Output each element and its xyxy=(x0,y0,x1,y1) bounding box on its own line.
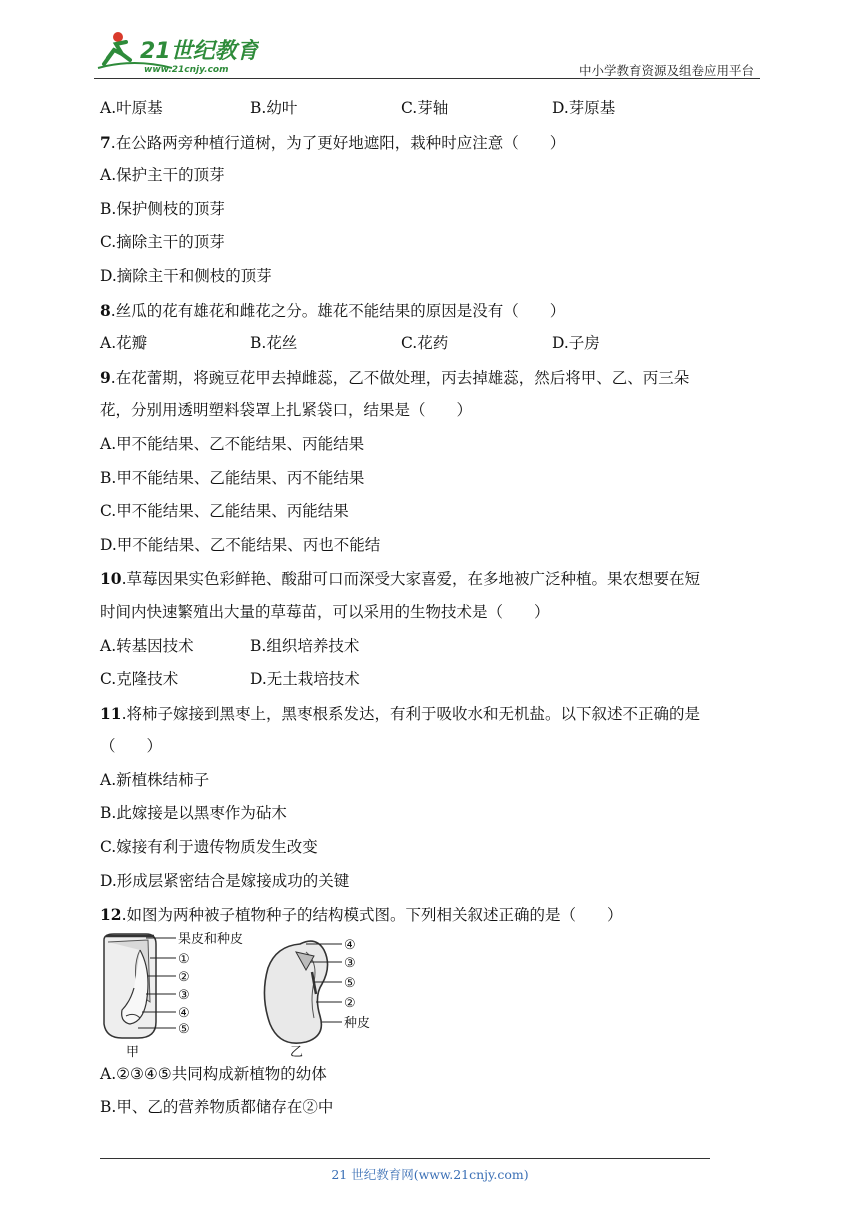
q10-stem-cont: 时间内快速繁殖出大量的草莓苗，可以采用的生物技术是（ ） xyxy=(100,602,550,621)
label-2: ② xyxy=(178,969,190,985)
option: D.形成层紧密结合是嫁接成功的关键 xyxy=(100,871,350,890)
option: C.摘除主干的顶芽 xyxy=(100,233,225,252)
option: B.此嫁接是以黑枣作为砧木 xyxy=(100,804,287,823)
label-pericarp-seedcoat: 果皮和种皮 xyxy=(178,931,244,947)
option: D.摘除主干和侧枝的顶芽 xyxy=(100,266,272,285)
caption-yi: 乙 xyxy=(290,1044,304,1058)
option: B.花丝 xyxy=(250,334,298,353)
seed-structure-figure xyxy=(100,932,768,1058)
option: D.子房 xyxy=(552,334,600,353)
label-4: ④ xyxy=(178,1005,190,1021)
option: D.芽原基 xyxy=(552,99,616,117)
q11-stem: 11.将柿子嫁接到黑枣上，黑枣根系发达，有利于吸收水和无机盐。以下叙述不正确的是 xyxy=(100,703,701,723)
option: D.甲不能结果、乙不能结果、丙也不能结 xyxy=(100,535,381,554)
seed-yi-drawing xyxy=(264,941,327,1043)
q8-options xyxy=(100,327,768,361)
q10-options-row2 xyxy=(100,663,768,697)
option: A.新植株结柿子 xyxy=(100,770,210,789)
q10-stem: 10.草莓因果实色彩鲜艳、酸甜可口而深受大家喜爱，在多地被广泛种植。果农想要在短 xyxy=(100,569,701,589)
q11-stem-cont: （ ） xyxy=(100,737,163,756)
option: B.组织培养技术 xyxy=(250,636,360,655)
label-5: ⑤ xyxy=(344,975,356,991)
label-5: ⑤ xyxy=(178,1021,190,1037)
label-seedcoat: 种皮 xyxy=(344,1015,371,1031)
label-3: ③ xyxy=(344,955,356,971)
label-2: ② xyxy=(344,995,356,1011)
option: C.花药 xyxy=(401,334,449,353)
q7-stem: 7.在公路两旁种植行道树，为了更好地遮阳，栽种时应注意（ ） xyxy=(100,132,566,152)
label-1: ① xyxy=(178,951,190,967)
q9-stem: 9.在花蕾期，将豌豆花甲去掉雌蕊，乙不做处理，丙去掉雄蕊，然后将甲、乙、丙三朵 xyxy=(100,367,690,387)
seed-diagram xyxy=(100,932,400,1058)
footer-divider xyxy=(100,1158,710,1159)
option: B.甲不能结果、乙能结果、丙不能结果 xyxy=(100,468,365,487)
caption-jia: 甲 xyxy=(126,1044,140,1058)
q10-options-row1 xyxy=(100,630,768,664)
option: B.幼叶 xyxy=(250,99,298,117)
option: A.②③④⑤共同构成新植物的幼体 xyxy=(100,1064,327,1083)
label-3: ③ xyxy=(178,987,190,1003)
option: C.克隆技术 xyxy=(100,670,179,689)
svg-text:www.21cnjy.com: www.21cnjy.com xyxy=(144,65,229,75)
option: D.无土栽培技术 xyxy=(250,670,360,689)
page-header xyxy=(94,28,760,80)
option: C.芽轴 xyxy=(401,99,449,117)
q12-stem: 12.如图为两种被子植物种子的结构模式图。下列相关叙述正确的是（ ） xyxy=(100,905,623,925)
option: A.保护主干的顶芽 xyxy=(100,166,225,185)
site-logo xyxy=(94,28,259,76)
question-list xyxy=(100,92,768,1125)
option: C.甲不能结果、乙能结果、丙能结果 xyxy=(100,502,349,521)
header-divider xyxy=(94,78,760,79)
option: B.甲、乙的营养物质都储存在②中 xyxy=(100,1098,334,1117)
q6-options xyxy=(100,92,768,126)
option: B.保护侧枝的顶芽 xyxy=(100,199,225,218)
q8-stem: 8.丝瓜的花有雄花和雌花之分。雄花不能结果的原因是没有（ ） xyxy=(100,300,566,320)
option: A.甲不能结果、乙不能结果、丙能结果 xyxy=(100,434,365,453)
platform-name: 中小学教育资源及组卷应用平台 xyxy=(578,63,754,78)
q9-stem-cont: 花，分别用透明塑料袋罩上扎紧袋口，结果是（ ） xyxy=(100,401,473,420)
option: C.嫁接有利于遗传物质发生改变 xyxy=(100,838,318,857)
option: A.转基因技术 xyxy=(100,636,194,655)
option: A.叶原基 xyxy=(100,99,163,117)
option: A.花瓣 xyxy=(100,334,148,353)
svg-text:21世纪教育: 21世纪教育 xyxy=(140,39,259,64)
seed-jia-drawing xyxy=(104,934,156,1038)
label-4: ④ xyxy=(344,937,356,953)
footer-link[interactable]: 21 世纪教育网(www.21cnjy.com) xyxy=(331,1167,529,1182)
